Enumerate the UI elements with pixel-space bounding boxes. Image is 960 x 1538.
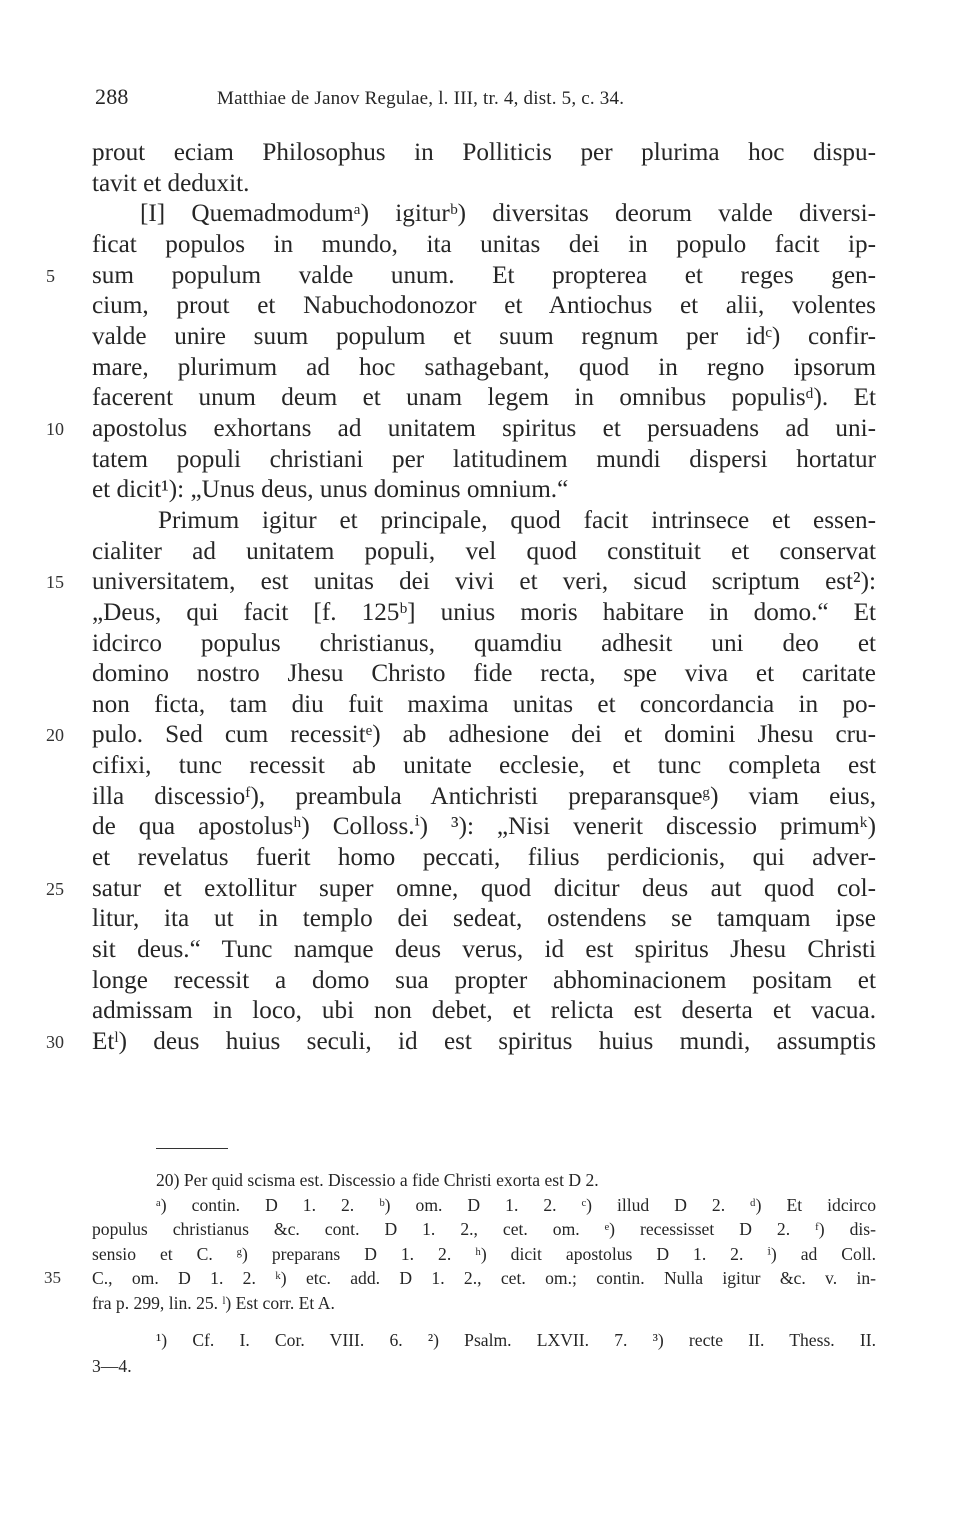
text-line-text: admissam in loco, ubi non debet, et relicta est deserta et vacua. xyxy=(92,997,876,1025)
line-number: 30 xyxy=(46,1032,64,1053)
text-line-text: domino nostro Jhesu Christo fide recta, spe viva et caritate xyxy=(92,660,876,688)
text-line xyxy=(92,751,876,782)
text-line xyxy=(92,199,876,230)
text-line xyxy=(46,1027,876,1058)
apparatus-line xyxy=(44,1266,876,1291)
text-line xyxy=(46,874,876,905)
text-line-text: cialiter ad unitatem populi, vel quod constituit et conservat xyxy=(92,537,876,565)
text-line xyxy=(92,445,876,476)
text-line-text: illa discessioᶠ), preambula Antichristi preparansqueᵍ) viam eius, xyxy=(92,782,876,810)
text-line xyxy=(92,506,876,537)
line-number: 15 xyxy=(46,572,64,593)
text-line-text: prout eciam Philosophus in Polliticis per plurima hoc dispu- xyxy=(92,139,876,166)
running-title: Matthiae de Janov Regulae, l. III, tr. 4, dist. 5, c. 34. xyxy=(217,88,625,109)
text-line-text: tatem populi christiani per latitudinem mundi dispersi hortatur xyxy=(92,445,876,473)
line-number: 5 xyxy=(46,265,55,286)
text-line-text: Etˡ) deus huius seculi, id est spiritus huius mundi, assumptis xyxy=(92,1028,876,1056)
source-line xyxy=(92,1353,876,1379)
text-line-text: mare, plurimum ad hoc sathagebant, quod in regno ipsorum xyxy=(92,353,876,381)
apparatus-line-text: ᵃ) contin. D 1. 2. ᵇ) om. D 1. 2. ᶜ) illud D 2. ᵈ) Et idcirco xyxy=(156,1194,876,1215)
page-number: 288 xyxy=(95,84,129,109)
line-number: 25 xyxy=(46,878,64,899)
apparatus-line xyxy=(92,1193,876,1218)
text-line-text: [I] Quemadmodumᵃ) igiturᵇ) diversitas deorum valde diversi- xyxy=(140,200,876,228)
main-text xyxy=(46,138,876,1058)
text-line-text: pulo. Sed cum recessitᵉ) ab adhesione dei et domini Jhesu cru- xyxy=(92,721,876,749)
text-line xyxy=(92,598,876,629)
text-line-text: universitatem, est unitas dei vivi et veri, sicud scriptum est²): xyxy=(92,568,876,596)
text-line xyxy=(92,475,876,506)
text-line-text: longe recessit a domo sua propter abhominacionem positam et xyxy=(92,966,876,994)
text-line-text: et revelatus fuerit homo peccati, filius perdicionis, qui adver- xyxy=(92,844,876,872)
text-line xyxy=(92,812,876,843)
text-line-text: ficat populos in mundo, ita unitas dei in populo facit ip- xyxy=(92,230,876,258)
text-line xyxy=(92,138,876,169)
source-line-text: ¹) Cf. I. Cor. VIII. 6. ²) Psalm. LXVII. 7. ³) recte II. Thess. II. xyxy=(156,1330,876,1350)
text-line xyxy=(92,291,876,322)
apparatus-line-text: populus christianus &c. cont. D 1. 2., cet. om. ᵉ) recessisset D 2. ᶠ) dis- xyxy=(92,1219,876,1240)
text-line-text: satur et extollitur super omne, quod dicitur deus aut quod col- xyxy=(92,874,876,902)
text-line xyxy=(46,261,876,292)
text-line-text: facerent unum deum et unam legem in omnibus populisᵈ). Et xyxy=(92,384,876,412)
apparatus-line-text: sensio et C. ᵍ) preparans D 1. 2. ʰ) dicit apostolus D 1. 2. ⁱ) ad Coll. xyxy=(92,1243,876,1264)
text-line xyxy=(92,904,876,935)
text-line xyxy=(46,567,876,598)
text-line xyxy=(92,383,876,414)
text-line-text: valde unire suum populum et suum regnum per idᶜ) confir- xyxy=(92,322,876,350)
text-line-text: non ficta, tam diu fuit maxima unitas et concordancia in po- xyxy=(92,690,876,718)
text-line xyxy=(46,720,876,751)
line-number: 20 xyxy=(46,725,64,746)
apparatus-line xyxy=(92,1217,876,1242)
footnote-separator xyxy=(156,1148,228,1149)
text-line-text: et dicit¹): „Unus deus, unus dominus omnium.“ xyxy=(92,476,569,504)
page-header xyxy=(95,84,870,116)
text-line xyxy=(46,414,876,445)
apparatus-line xyxy=(92,1242,876,1267)
apparatus-line-text: C., om. D 1. 2. ᵏ) etc. add. D 1. 2., cet. om.; contin. Nulla igitur &c. v. in- xyxy=(92,1268,876,1289)
text-line xyxy=(92,966,876,997)
line-note: 20) Per quid scisma est. Discessio a fide Christi exorta est D 2. xyxy=(156,1170,599,1190)
text-line xyxy=(92,322,876,353)
text-line-text: sit deus.“ Tunc namque deus verus, id est spiritus Jhesu Christi xyxy=(92,936,876,964)
text-line-text: sum populum valde unum. Et propterea et reges gen- xyxy=(92,261,876,289)
line-number: 35 xyxy=(44,1268,61,1288)
text-line-text: cifixi, tunc recessit ab unitate ecclesie, et tunc completa est xyxy=(92,752,876,780)
apparatus-line xyxy=(92,1291,876,1316)
source-line-text: 3—4. xyxy=(92,1356,132,1376)
text-line-text: litur, ita ut in templo dei sedeat, ostendens se tamquam ipse xyxy=(92,905,876,933)
text-line-text: „Deus, qui facit [f. 125ᵇ] unius moris habitare in domo.“ Et xyxy=(92,598,876,626)
text-line xyxy=(92,843,876,874)
text-line xyxy=(92,629,876,660)
text-line xyxy=(92,537,876,568)
line-number: 10 xyxy=(46,418,64,439)
text-line-text: apostolus exhortans ad unitatem spiritus et persuadens ad uni- xyxy=(92,414,876,442)
text-line xyxy=(92,659,876,690)
text-line xyxy=(92,996,876,1027)
text-line xyxy=(92,169,876,200)
text-line-text: tavit et deduxit. xyxy=(92,169,250,197)
text-line-text: cium, prout et Nabuchodonozor et Antiochus et alii, volentes xyxy=(92,292,876,320)
text-line xyxy=(92,353,876,384)
text-line-text: de qua apostolusʰ) Colloss.ⁱ) ³): „Nisi venerit discessio primumᵏ) xyxy=(92,813,876,841)
text-line xyxy=(92,690,876,721)
text-line xyxy=(92,782,876,813)
source-line xyxy=(92,1327,876,1353)
text-line-text: Primum igitur et principale, quod facit intrinsece et essen- xyxy=(158,506,876,534)
text-line xyxy=(92,935,876,966)
source-notes xyxy=(92,1327,876,1379)
text-line xyxy=(92,230,876,261)
critical-apparatus xyxy=(44,1168,876,1316)
apparatus-line-text: fra p. 299, lin. 25. ˡ) Est corr. Et A. xyxy=(92,1292,335,1313)
text-line-text: idcirco populus christianus, quamdiu adhesit uni deo et xyxy=(92,629,876,657)
